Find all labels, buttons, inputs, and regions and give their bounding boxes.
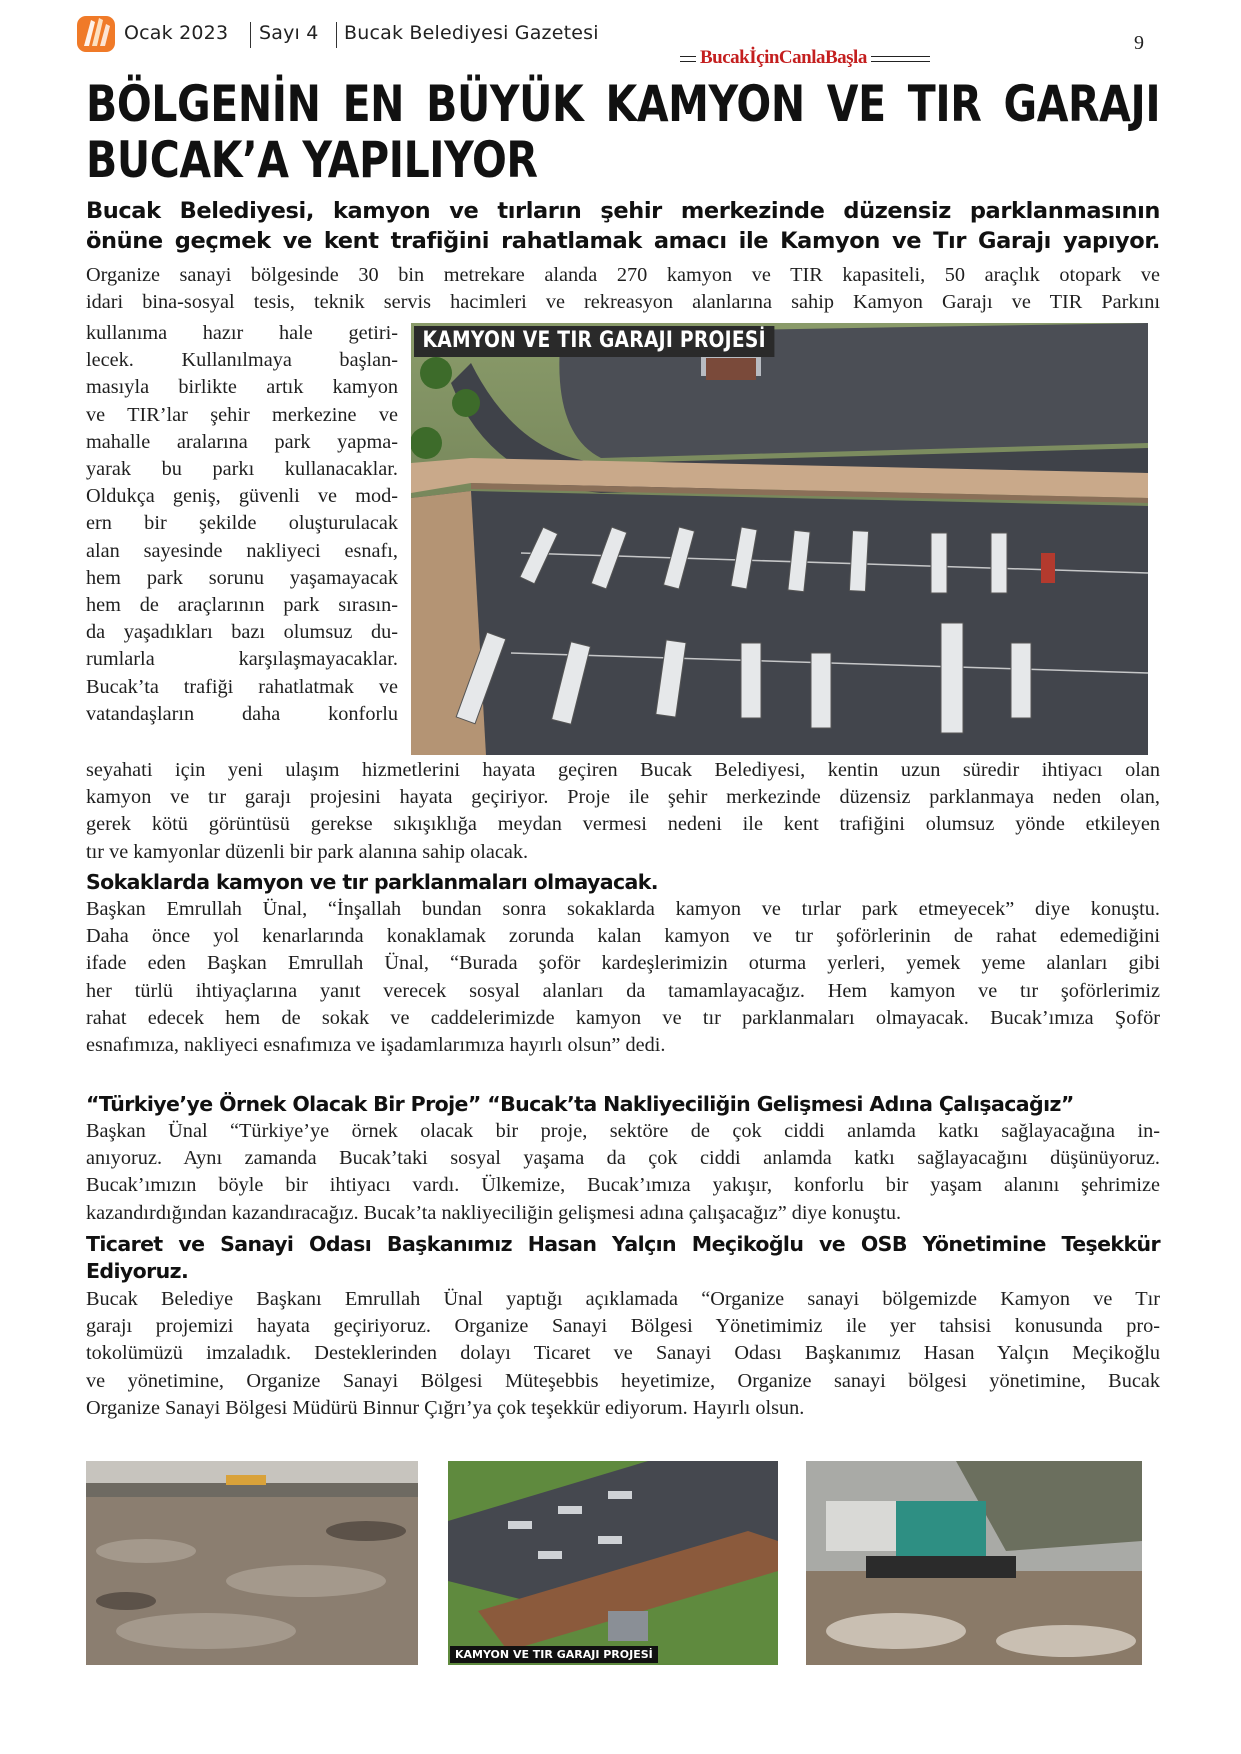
header-date: Ocak 2023 <box>124 22 229 44</box>
side-column-line: rumlarla karşılaşmayacaklar. <box>86 648 398 671</box>
side-column-text <box>86 320 398 728</box>
paragraph-3-line: garajı projemizi hayata geçiriyoruz. Organize Sanayi Bölgesi Yönetimimiz ile yer tahsisi konusunda pro- <box>86 1315 1160 1338</box>
side-column-line: yarak bu parkı kullanacaklar. <box>86 458 398 481</box>
side-column-line: ve TIR’lar şehir merkezine ve <box>86 403 398 426</box>
article-lead <box>86 196 1160 256</box>
side-column-line: mahalle aralarına park yapma- <box>86 430 398 453</box>
continuation-paragraph <box>86 757 1160 866</box>
header-publication: Bucak Belediyesi Gazetesi <box>344 22 599 44</box>
photo-project-render-aerial <box>448 1461 778 1665</box>
side-column-line: Bucak’ta trafiği rahatlatmak ve <box>86 675 398 698</box>
page-number: 9 <box>1134 32 1144 54</box>
intro-line-2: idari bina-sosyal tesis, teknik servis hacimleri ve rekreasyon alanlarına sahip Kamyon Garajı ve TIR Parkını <box>86 291 1160 314</box>
side-column-line: hem park sorunu yaşamayacak <box>86 566 398 589</box>
paragraph-1-line: Daha önce yol kenarlarında konaklamak zorunda kalan kamyon ve tır şoförlerinin de rahat edemediğini <box>86 925 1160 948</box>
main-project-render <box>411 323 1148 755</box>
continuation-line: tır ve kamyonlar düzenli bir park alanına sahip olacak. <box>86 840 529 863</box>
intro-paragraph <box>86 262 1160 316</box>
intro-line-1: Organize sanayi bölgesinde 30 bin metrekare alanda 270 kamyon ve TIR kapasiteli, 50 araçlık otopark ve <box>86 264 1160 286</box>
paragraph-2-line: Başkan Ünal “Türkiye’ye örnek olacak bir proje, sektöre de çok ciddi anlamda katkı sağlayacağına in- <box>86 1120 1160 1142</box>
paragraph-1-line: her türlü ihtiyaçlarına yanıt verecek sosyal alanları da tamamlayacağız. Hem kamyon ve tır şoförlerimiz <box>86 979 1160 1002</box>
paragraph-3-line: tokolümüzü imzaladık. Desteklerinden dolayı Ticaret ve Sanayi Odası Başkanımız Hasan Yalçın Meçikoğlu <box>86 1342 1160 1365</box>
header-divider <box>250 22 251 48</box>
side-column-line: lecek. Kullanılmaya başlan- <box>86 349 398 372</box>
figure-label: KAMYON VE TIR GARAJI PROJESİ <box>414 326 774 357</box>
side-column-line: alan sayesinde nakliyeci esnafı, <box>86 539 398 562</box>
subheading-3-line-2: Ediyoruz. <box>86 1259 189 1283</box>
paragraph-2-line: anıyoruz. Aynı zamanda Bucak’taki sosyal yaşama da çok ciddi anlamda katkı sağlayacağını düşünüyoruz. <box>86 1147 1160 1170</box>
small-figure-label: KAMYON VE TIR GARAJI PROJESİ <box>450 1646 658 1663</box>
side-column-line: da yaşadıkları bazı olumsuz du- <box>86 621 398 644</box>
header-divider <box>336 22 337 48</box>
header-issue: Sayı 4 <box>259 22 319 44</box>
truck-garage-render-image <box>411 323 1148 755</box>
headline-line-2: BUCAK’A YAPILIYOR <box>86 131 538 189</box>
paragraph-1-line: rahat edecek hem de sokak ve caddelerimizde kamyon ve tır parklanmaları olmayacak. Bucak’ımıza Şoför <box>86 1006 1160 1029</box>
paragraph-2-line: kazandırdığından kazandıracağız. Bucak’ta nakliyeciliğin gelişmesi adına çalışacağız” diye konuştu. <box>86 1201 902 1224</box>
paragraph-2 <box>86 1118 1160 1227</box>
side-column-line: vatandaşların daha konforlu <box>86 702 398 725</box>
paragraph-3-line: ve yönetimine, Organize Sanayi Bölgesi Müteşebbis heyetimize, Organize sanayi bölgesi yönetimine, Bucak <box>86 1369 1160 1392</box>
paragraph-2-line: Bucak’ımızın böyle bir ihtiyacı vardı. Ülkemize, Bucak’ımıza yakışır, konforlu bir yaşam alanını şehrimize <box>86 1174 1160 1197</box>
side-column-line: ern bir şekilde oluşturulacak <box>86 512 398 535</box>
photo-construction-field <box>86 1461 418 1665</box>
paragraph-1 <box>86 896 1160 1059</box>
continuation-line: gerek kötü görüntüsü gerekse sıkışıklığa meydan vermesi nedeni ile kent trafiğini olumsuz yönde etkileyen <box>86 813 1160 836</box>
header-slogan: BucakİçinCanlaBaşla <box>696 47 871 69</box>
side-column-line: masıyla birlikte artık kamyon <box>86 376 398 399</box>
side-column-line: hem de araçlarının park sırasın- <box>86 594 398 617</box>
paragraph-1-line: ifade eden Başkan Emrullah Ünal, “Burada şoför kardeşlerimizin oturma yerleri, yemek yeme alanları gibi <box>86 952 1160 975</box>
subheading-3-line-1: Ticaret ve Sanayi Odası Başkanımız Hasan Yalçın Meçikoğlu ve OSB Yönetimine Teşekkür <box>86 1232 1160 1256</box>
lead-line-1: Bucak Belediyesi, kamyon ve tırların şehir merkezinde düzensiz parklanmasının <box>86 198 1160 224</box>
paragraph-3 <box>86 1286 1160 1422</box>
paragraph-1-line: esnafımıza, nakliyeci esnafımıza ve işadamlarımıza hayırlı olsun” dedi. <box>86 1034 666 1057</box>
side-column-line: kullanıma hazır hale getiri- <box>86 322 398 344</box>
municipality-logo <box>75 12 117 54</box>
subheading-1: Sokaklarda kamyon ve tır parklanmaları olmayacak. <box>86 870 658 894</box>
side-column-line: Oldukça geniş, güvenli ve mod- <box>86 485 398 508</box>
paragraph-3-line: Bucak Belediye Başkanı Emrullah Ünal yaptığı açıklamada “Organize sanayi bölgemizde Kamyon ve Tır <box>86 1288 1160 1310</box>
lead-line-2: önüne geçmek ve kent trafiğini rahatlamak amacı ile Kamyon ve Tır Garajı yapıyor. <box>86 228 1160 254</box>
continuation-line: kamyon ve tır garajı projesini hayata geçiriyor. Proje ile şehir merkezinde düzensiz parklanmaya neden olan, <box>86 786 1160 809</box>
paragraph-3-line: Organize Sanayi Bölgesi Müdürü Binnur Çığrı’ya çok teşekkür ediyorum. Hayırlı olsun. <box>86 1396 805 1419</box>
paragraph-1-line: Başkan Emrullah Ünal, “İnşallah bundan sonra sokaklarda kamyon ve tırlar park etmeyecek” diye konuştu. <box>86 898 1160 920</box>
photo-bulldozer <box>806 1461 1142 1665</box>
headline-line-1: BÖLGENİN EN BÜYÜK KAMYON VE TIR GARAJI <box>86 75 1161 133</box>
subheading-2: “Türkiye’ye Örnek Olacak Bir Proje” “Bucak’ta Nakliyeciliğin Gelişmesi Adına Çalışacağız” <box>86 1092 1074 1116</box>
subheading-3 <box>86 1232 1160 1256</box>
article-headline <box>86 75 1161 189</box>
continuation-line: seyahati için yeni ulaşım hizmetlerini hayata geçiren Bucak Belediyesi, kentin uzun süredir ihtiyacı olan <box>86 759 1160 781</box>
